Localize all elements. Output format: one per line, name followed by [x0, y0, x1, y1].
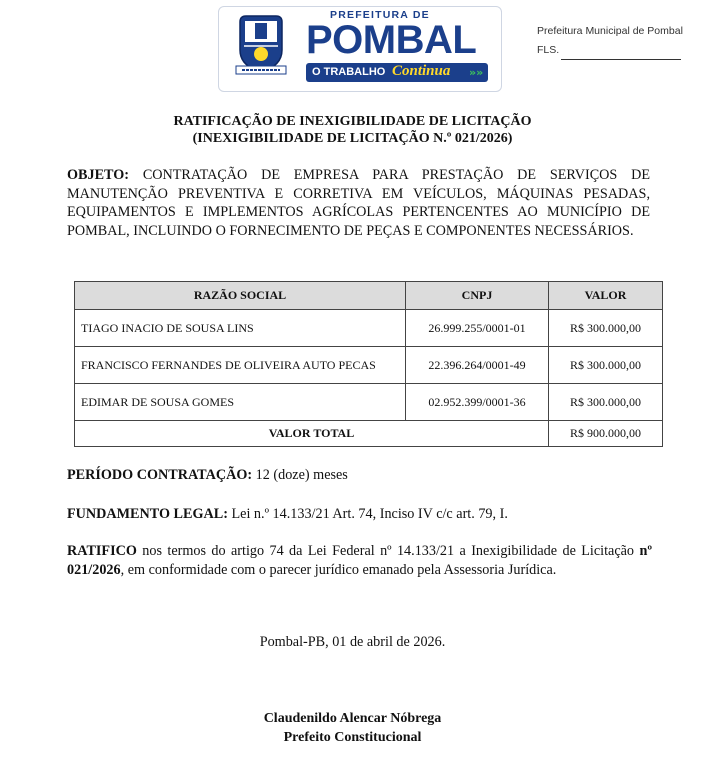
ratifico-number: nº 021/2026	[67, 543, 653, 578]
cell-valor: R$ 300.000,00	[549, 310, 663, 347]
brand-tagline	[306, 63, 488, 82]
periodo-label: PERÍODO CONTRATAÇÃO:	[67, 467, 253, 483]
objeto-label: OBJETO:	[67, 167, 130, 183]
ratifico-text-1: nos termos do artigo 74 da Lei Federal nº 14.133/21 a Inexigibilidade de Licitação	[142, 543, 635, 559]
document-title	[0, 113, 705, 147]
tagline-text-2: Continua	[392, 63, 451, 79]
table-row	[75, 347, 663, 384]
periodo-text: 12 (doze) meses	[255, 467, 348, 483]
folio-org: Prefeitura Municipal de Pombal	[537, 25, 683, 37]
brand-name: POMBAL	[306, 18, 477, 62]
col-header-valor: VALOR	[549, 282, 663, 310]
col-header-cnpj: CNPJ	[406, 282, 549, 310]
table-row	[75, 384, 663, 421]
ratifico-text-2: , em conformidade com o parecer jurídico emanado pela Assessoria Jurídica.	[120, 561, 557, 578]
cell-valor: R$ 300.000,00	[549, 347, 663, 384]
total-label: VALOR TOTAL	[75, 421, 549, 447]
fundamento-paragraph	[67, 505, 652, 524]
objeto-paragraph	[67, 166, 650, 240]
cell-cnpj: 02.952.399/0001-36	[406, 384, 549, 421]
folio-stamp	[537, 22, 683, 60]
folio-field	[537, 41, 683, 60]
ratifico-paragraph	[67, 542, 652, 579]
signer-role: Prefeito Constitucional	[283, 730, 422, 745]
chevrons-icon: »»	[469, 66, 484, 79]
folio-blank-line	[561, 59, 681, 60]
cell-razao: FRANCISCO FERNANDES DE OLIVEIRA AUTO PECAS	[75, 347, 406, 384]
brand-top-text: PREFEITURA DE	[330, 9, 430, 21]
signer-name: Claudenildo Alencar Nóbrega	[263, 711, 442, 726]
cell-cnpj: 26.999.255/0001-01	[406, 310, 549, 347]
cell-razao: EDIMAR DE SOUSA GOMES	[75, 384, 406, 421]
suppliers-table	[74, 281, 663, 447]
fundamento-label: FUNDAMENTO LEGAL:	[67, 506, 228, 522]
folio-label: FLS.	[537, 44, 560, 56]
periodo-paragraph	[67, 466, 652, 485]
page-header	[0, 0, 705, 96]
tagline-text-1: O TRABALHO	[312, 66, 386, 78]
fundamento-text: Lei n.º 14.133/21 Art. 74, Inciso IV c/c art. 79, I.	[231, 506, 508, 522]
table-header-row	[75, 282, 663, 310]
cell-valor: R$ 300.000,00	[549, 384, 663, 421]
ratifico-label: RATIFICO	[67, 543, 137, 559]
objeto-text: CONTRATAÇÃO DE EMPRESA PARA PRESTAÇÃO DE SERVIÇOS DE MANUTENÇÃO PREVENTIVA E CORRETIVA EM VEÍCULOS, MÁQUINAS PESADAS, EQUIPAMENTOS E IMPLEMENTOS AGRÍCOLAS PERTENCENTES AO MUNICÍPIO DE POMBAL, INCLUINDO O FORNECIMENTO DE PEÇAS E COMPONENTES NECESSÁRIOS.	[67, 167, 650, 239]
document-date: Pombal-PB, 01 de abril de 2026.	[259, 634, 446, 650]
title-line-1: RATIFICAÇÃO DE INEXIGIBILIDADE DE LICITAÇÃO	[173, 114, 532, 129]
table-row	[75, 310, 663, 347]
cell-razao: TIAGO INACIO DE SOUSA LINS	[75, 310, 406, 347]
total-value: R$ 900.000,00	[549, 421, 663, 447]
coat-of-arms-logo	[232, 12, 290, 76]
table-total-row	[75, 421, 663, 447]
title-line-2: (INEXIGIBILIDADE DE LICITAÇÃO N.º 021/2026)	[192, 131, 513, 146]
cell-cnpj: 22.396.264/0001-49	[406, 347, 549, 384]
signature-block	[0, 709, 705, 747]
col-header-razao: RAZÃO SOCIAL	[75, 282, 406, 310]
